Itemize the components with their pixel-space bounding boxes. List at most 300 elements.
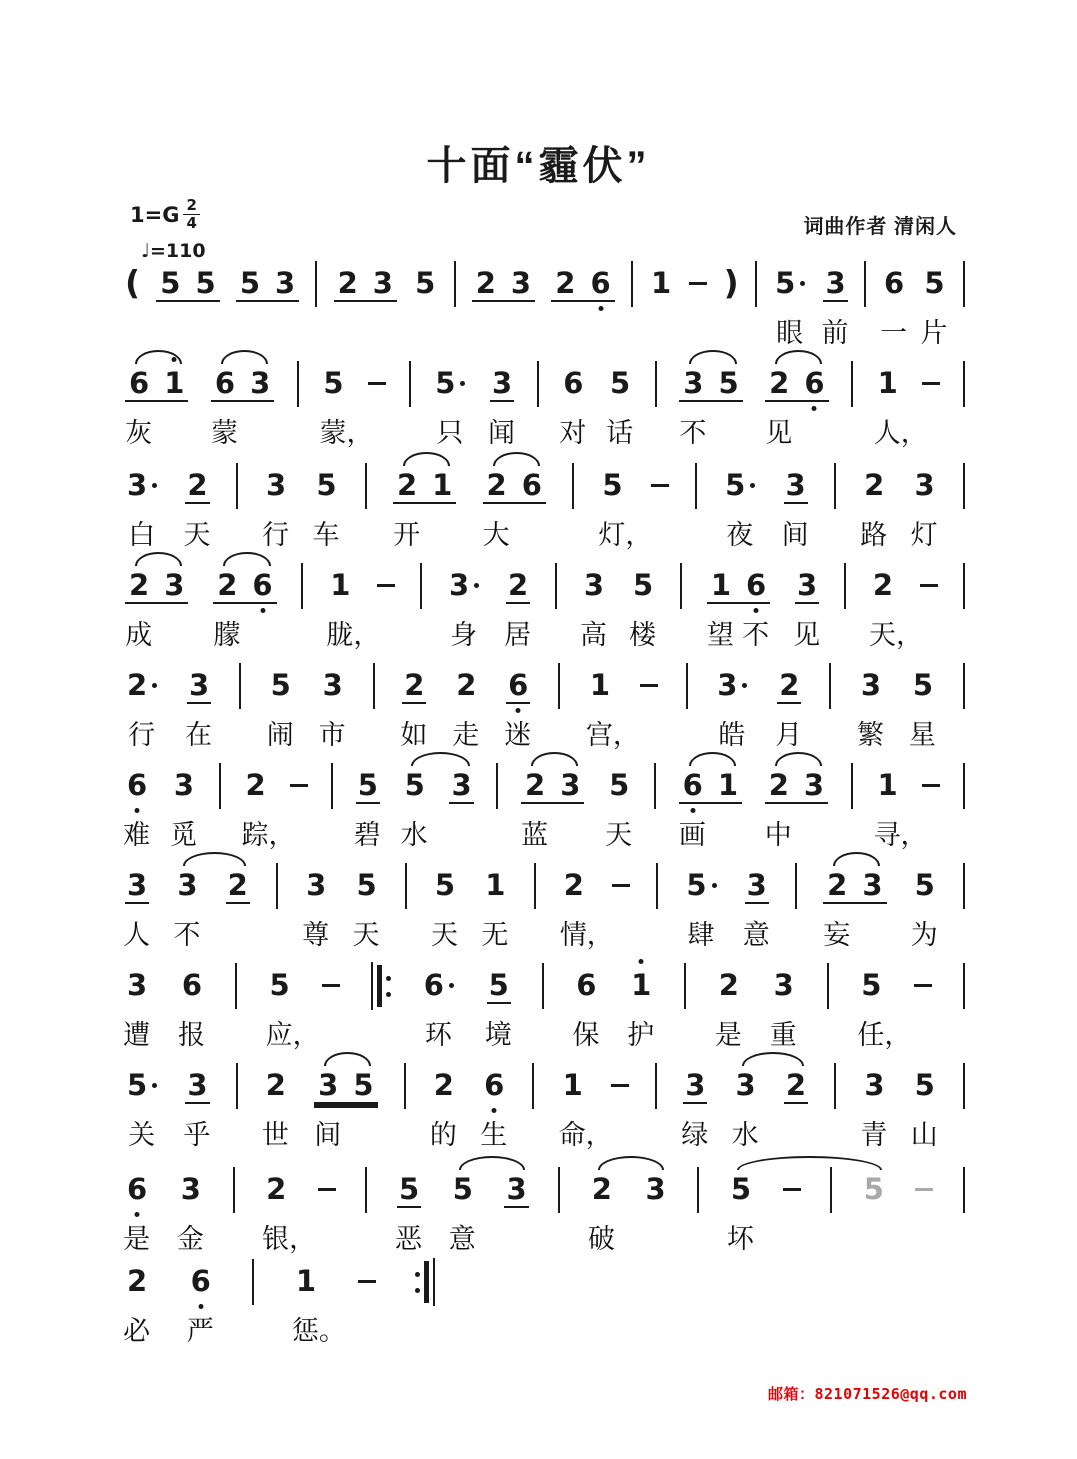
score-line xyxy=(123,1172,965,1254)
lyric: 人， xyxy=(873,418,928,448)
lyric: 恶 xyxy=(395,1224,423,1254)
barline xyxy=(276,863,278,909)
lyric: 护 xyxy=(627,1020,655,1050)
lyric: 坏 xyxy=(726,1224,754,1254)
note-digit: 1 xyxy=(432,468,453,502)
note xyxy=(606,366,634,448)
lyric: 水 xyxy=(731,1120,759,1150)
note-digit: 2 xyxy=(827,868,848,902)
note xyxy=(123,1264,151,1346)
note-digit: 1 xyxy=(485,868,506,902)
note-digit: 2 xyxy=(591,1172,612,1206)
barline xyxy=(534,863,536,909)
octave-dot-below xyxy=(135,1212,140,1217)
note-digit: 1 xyxy=(877,768,898,802)
note xyxy=(731,1068,759,1150)
lyric: 画 xyxy=(678,820,706,850)
slur-arc xyxy=(493,452,540,466)
slur-arc xyxy=(135,350,182,364)
note-digit: 2 xyxy=(475,266,496,300)
note-digit: 3 xyxy=(127,468,148,502)
lyric: 在 xyxy=(185,720,213,750)
lyric: 大 xyxy=(482,520,510,550)
note xyxy=(429,1068,457,1150)
slur-arc xyxy=(221,350,268,364)
lyric: 眼 xyxy=(776,318,804,348)
lyric: 乎 xyxy=(183,1120,211,1150)
note xyxy=(302,868,330,950)
note xyxy=(908,668,936,750)
note-digit: 3 xyxy=(250,366,271,400)
note-digit: 6 xyxy=(508,668,529,702)
note xyxy=(781,468,809,550)
slur-arc xyxy=(737,1156,882,1170)
note xyxy=(559,366,587,448)
lyric: 遭 xyxy=(123,1020,151,1050)
note-digit: 2 xyxy=(768,768,789,802)
barline xyxy=(680,563,682,609)
repeat-sign-end xyxy=(415,1260,435,1304)
note-digit: 3 xyxy=(506,1172,527,1206)
barline xyxy=(331,763,333,809)
note-digit: 5 xyxy=(912,668,933,702)
barline xyxy=(365,463,367,509)
barline xyxy=(864,261,866,307)
note-digit: 3 xyxy=(177,868,198,902)
repeat-bar-thick xyxy=(377,965,382,1007)
barline xyxy=(829,663,831,709)
note-digit: 5 xyxy=(609,366,631,400)
note-digit: 6 xyxy=(127,768,148,802)
note xyxy=(773,266,807,348)
note-digit: 3 xyxy=(685,1068,706,1102)
note-digit: 2 xyxy=(555,266,576,300)
note-digit: 5 xyxy=(323,366,344,400)
lyric: 寻， xyxy=(873,820,928,850)
lyric: 一 xyxy=(880,318,908,348)
note xyxy=(291,1264,346,1346)
lyric: 中 xyxy=(764,820,792,850)
note xyxy=(211,366,239,448)
note xyxy=(353,768,381,850)
lyric: 夜 xyxy=(726,520,754,550)
note-digit: 5 xyxy=(357,768,378,802)
note xyxy=(422,968,456,1050)
note xyxy=(482,468,510,550)
note-digit: 1 xyxy=(717,768,738,802)
lyric: 重 xyxy=(769,1020,797,1050)
lyric: 世 xyxy=(261,1120,289,1150)
note xyxy=(163,568,185,602)
barline xyxy=(655,361,657,407)
note-digit: 1 xyxy=(631,968,652,1002)
note-digit: 2 xyxy=(129,568,150,602)
lyric: 宫， xyxy=(585,720,640,750)
lyric: 片 xyxy=(920,318,948,348)
octave-dot-below xyxy=(516,708,521,713)
barline xyxy=(496,763,498,809)
note xyxy=(183,1068,211,1150)
lyric: 高 xyxy=(580,620,607,650)
beamed-group xyxy=(156,266,219,302)
slur-arc xyxy=(689,350,736,364)
note xyxy=(125,366,153,448)
lyric: 为 xyxy=(910,920,938,950)
note-digit: 2 xyxy=(433,1068,454,1102)
duration-dash xyxy=(689,282,707,285)
dot-after xyxy=(712,883,717,888)
note xyxy=(681,1068,709,1150)
note-digit: 6 xyxy=(214,366,236,400)
note xyxy=(169,768,197,850)
barline xyxy=(532,1063,534,1109)
barline xyxy=(537,361,539,407)
barline xyxy=(827,963,829,1009)
note-digit: 2 xyxy=(508,568,529,602)
note xyxy=(873,366,928,448)
note xyxy=(262,1172,317,1254)
note-digit: 2 xyxy=(563,868,584,902)
note xyxy=(123,1172,151,1254)
note xyxy=(261,1068,289,1150)
note xyxy=(163,366,185,400)
note-digit: 6 xyxy=(423,968,444,1002)
note xyxy=(484,968,512,1050)
duration-dash xyxy=(318,1188,336,1191)
beamed-group xyxy=(679,366,742,448)
dot-after xyxy=(449,983,454,988)
note xyxy=(856,668,884,750)
note-digit: 5 xyxy=(270,668,291,702)
note xyxy=(125,568,153,650)
note-digit: 2 xyxy=(779,668,800,702)
note xyxy=(177,968,205,1050)
barline xyxy=(686,663,688,709)
barline xyxy=(834,463,836,509)
note-digit: 3 xyxy=(717,668,738,702)
key-label: 1=G xyxy=(130,202,180,227)
dot-after xyxy=(742,683,747,688)
note-digit: 5 xyxy=(914,868,935,902)
note xyxy=(769,968,797,1050)
barline xyxy=(315,261,317,307)
lyric: 环 xyxy=(424,1020,452,1050)
note xyxy=(629,568,657,650)
lyric: 朦 xyxy=(213,620,241,650)
lyric: 灯 xyxy=(910,520,938,550)
note-digit: 3 xyxy=(173,768,195,802)
lyric: 惩。 xyxy=(291,1316,346,1346)
note xyxy=(678,768,706,850)
note xyxy=(873,768,928,850)
score-line xyxy=(123,768,965,850)
note-digit: 2 xyxy=(217,568,238,602)
repeat-bar-thin xyxy=(371,962,373,1010)
barline xyxy=(301,563,303,609)
lyric: 行 xyxy=(128,720,156,750)
lyric: 话 xyxy=(606,418,634,448)
lyric: 任， xyxy=(857,1020,912,1050)
lyric: 灯， xyxy=(598,520,653,550)
note xyxy=(431,868,459,950)
octave-dot-above xyxy=(639,959,644,964)
note xyxy=(504,1172,528,1208)
duration-dash xyxy=(358,1280,376,1283)
note xyxy=(862,1172,886,1206)
duration-dash xyxy=(915,1188,933,1191)
note-digit: 5 xyxy=(239,266,261,300)
note xyxy=(123,768,151,850)
note xyxy=(393,468,421,550)
note-digit: 5 xyxy=(398,1172,420,1206)
note xyxy=(742,868,770,950)
score-line xyxy=(125,366,965,448)
lyric: 绿 xyxy=(681,1120,709,1150)
note-digit: 5 xyxy=(602,468,623,502)
note-digit: 2 xyxy=(245,768,266,802)
note xyxy=(123,868,151,950)
duration-dash xyxy=(612,884,630,887)
note-digit: 5 xyxy=(435,366,456,400)
note-digit: 3 xyxy=(449,568,470,602)
lyric: 青 xyxy=(860,1120,888,1150)
dot-after xyxy=(152,1083,157,1088)
lyric: 不 xyxy=(679,418,707,448)
note-digit: 3 xyxy=(825,266,846,300)
lyric: 是 xyxy=(714,1020,742,1050)
slur-arc xyxy=(598,1156,664,1170)
duration-dash xyxy=(290,784,308,787)
lyric: 间 xyxy=(781,520,809,550)
lyric: 身 xyxy=(450,620,478,650)
slur-arc xyxy=(135,552,182,566)
note xyxy=(605,768,633,850)
beamed-group xyxy=(213,568,276,650)
beamed-group xyxy=(211,366,274,448)
beamed-group xyxy=(706,568,770,650)
barline xyxy=(834,1063,836,1109)
note-digit: 5 xyxy=(195,266,216,300)
note-digit: 2 xyxy=(864,468,885,502)
note-digit: 3 xyxy=(862,868,883,902)
repeat-bar-thin xyxy=(433,1258,435,1306)
note xyxy=(312,468,340,550)
note-digit: 5 xyxy=(353,1068,374,1102)
lyric: 车 xyxy=(312,520,340,550)
note xyxy=(775,668,803,750)
note xyxy=(125,468,159,550)
note-digit: 5 xyxy=(861,968,882,1002)
note xyxy=(742,568,770,650)
barline xyxy=(555,563,557,609)
note xyxy=(585,668,640,750)
lyric: 蓝 xyxy=(521,820,549,850)
note-digit: 3 xyxy=(491,366,513,400)
score-line xyxy=(123,868,965,950)
barline xyxy=(755,261,757,307)
note-digit: 1 xyxy=(295,1264,317,1298)
note xyxy=(504,568,532,650)
note xyxy=(784,1068,808,1104)
note-digit: 2 xyxy=(404,668,425,702)
barline xyxy=(963,261,965,307)
page-title: 十面“霾伏” xyxy=(426,144,651,188)
barline xyxy=(233,1167,235,1213)
note xyxy=(803,366,825,400)
beamed-group xyxy=(314,1068,377,1150)
lyric: 天 xyxy=(431,920,459,950)
email-watermark: 邮箱：821071526@qq.com xyxy=(768,1385,967,1403)
barline xyxy=(236,463,238,509)
note-digit: 5 xyxy=(269,968,290,1002)
note xyxy=(448,1172,476,1254)
octave-dot-below xyxy=(812,406,817,411)
octave-dot-below xyxy=(198,1304,203,1309)
note-digit: 6 xyxy=(682,768,703,802)
slur-arc xyxy=(775,752,822,766)
beamed-group xyxy=(823,868,886,950)
dot-after xyxy=(152,483,157,488)
note-digit: 2 xyxy=(265,1068,286,1102)
note-digit: 5 xyxy=(632,568,654,602)
lyric: 如 xyxy=(400,720,428,750)
note xyxy=(880,266,908,348)
note xyxy=(249,366,271,400)
note-digit: 2 xyxy=(769,366,790,400)
note xyxy=(920,266,948,348)
note xyxy=(123,968,151,1050)
note xyxy=(176,1172,204,1254)
note-digit: 2 xyxy=(785,1068,807,1102)
repeat-dots xyxy=(386,976,391,997)
barline xyxy=(795,863,797,909)
note-digit: 6 xyxy=(884,266,905,300)
note xyxy=(449,768,473,804)
note-digit: 2 xyxy=(525,768,546,802)
octave-dot-below xyxy=(260,608,265,613)
note-digit: 6 xyxy=(521,468,542,502)
note-digit: 3 xyxy=(510,266,532,300)
note-digit: 3 xyxy=(127,968,148,1002)
lyric: 应， xyxy=(265,1020,320,1050)
note-digit: 5 xyxy=(914,1068,935,1102)
note-digit: 5 xyxy=(316,468,337,502)
note xyxy=(173,868,201,950)
note xyxy=(857,968,912,1050)
note xyxy=(910,468,938,550)
note xyxy=(265,968,320,1050)
score-line xyxy=(123,1264,435,1346)
octave-dot-below xyxy=(690,808,695,813)
lyric: 楼 xyxy=(629,620,657,650)
barline xyxy=(454,261,456,307)
note-digit: 3 xyxy=(322,668,343,702)
composer-credit: 词曲作者 清闲人 xyxy=(803,216,957,238)
dot-after xyxy=(800,281,805,286)
lyric: 繁 xyxy=(856,720,884,750)
note xyxy=(213,568,241,650)
note xyxy=(587,1172,615,1254)
lyric: 开 xyxy=(393,520,421,550)
lyric: 灰 xyxy=(125,418,153,448)
note-digit: 5 xyxy=(434,868,456,902)
lyric: 意 xyxy=(742,920,770,950)
note xyxy=(559,868,614,950)
barline xyxy=(409,361,411,407)
note xyxy=(521,468,543,502)
note xyxy=(559,768,581,802)
slur-arc xyxy=(742,1052,804,1066)
note-digit: 2 xyxy=(127,1264,148,1298)
note xyxy=(475,266,497,300)
duration-dash xyxy=(920,584,938,587)
note xyxy=(706,568,734,650)
note xyxy=(226,868,250,904)
lyric: 境 xyxy=(484,1020,512,1050)
note-digit: 3 xyxy=(127,868,148,902)
duration-dash xyxy=(611,1084,629,1087)
note-digit: 3 xyxy=(560,768,581,802)
slur-arc xyxy=(689,752,736,766)
note xyxy=(554,266,576,300)
beamed-group xyxy=(482,468,546,550)
lyric: 妄 xyxy=(823,920,851,950)
note xyxy=(717,366,739,400)
octave-dot-below xyxy=(492,1108,497,1113)
note xyxy=(125,1068,159,1150)
lyric: 报 xyxy=(177,1020,205,1050)
lyric: 对 xyxy=(559,418,587,448)
note xyxy=(413,266,437,300)
note-digit: 6 xyxy=(576,968,597,1002)
dot-after xyxy=(750,483,755,488)
duration-dash xyxy=(377,584,395,587)
note xyxy=(352,1068,374,1102)
note-digit: 3 xyxy=(275,266,296,300)
lyric: 水 xyxy=(400,820,428,850)
lyric: 踪， xyxy=(241,820,296,850)
paren-close: ) xyxy=(723,263,739,302)
note xyxy=(803,768,825,802)
barline xyxy=(963,963,965,1009)
beamed-group xyxy=(765,366,828,448)
note-digit: 5 xyxy=(609,768,630,802)
note xyxy=(480,1068,508,1150)
tempo-marking: ♩=110 xyxy=(141,240,206,262)
slur-arc xyxy=(459,1156,525,1170)
note xyxy=(352,868,380,950)
beamed-group xyxy=(472,266,535,302)
lyric: 尊 xyxy=(302,920,330,950)
note xyxy=(823,868,851,950)
lyric: 破 xyxy=(587,1224,615,1254)
barline xyxy=(963,1063,965,1109)
note-digit: 6 xyxy=(127,1172,148,1206)
note-digit: 2 xyxy=(872,568,894,602)
note-digit: 5 xyxy=(415,266,436,300)
note xyxy=(447,568,481,650)
lyric: 保 xyxy=(572,1020,600,1050)
note xyxy=(395,1172,423,1254)
barline xyxy=(420,563,422,609)
note-digit: 5 xyxy=(488,968,509,1002)
note-digit: 2 xyxy=(337,266,358,300)
note-digit: 5 xyxy=(404,768,425,802)
barline xyxy=(405,863,407,909)
lyric: 成 xyxy=(125,620,153,650)
note xyxy=(372,266,394,300)
lyric: 前 xyxy=(821,318,849,348)
